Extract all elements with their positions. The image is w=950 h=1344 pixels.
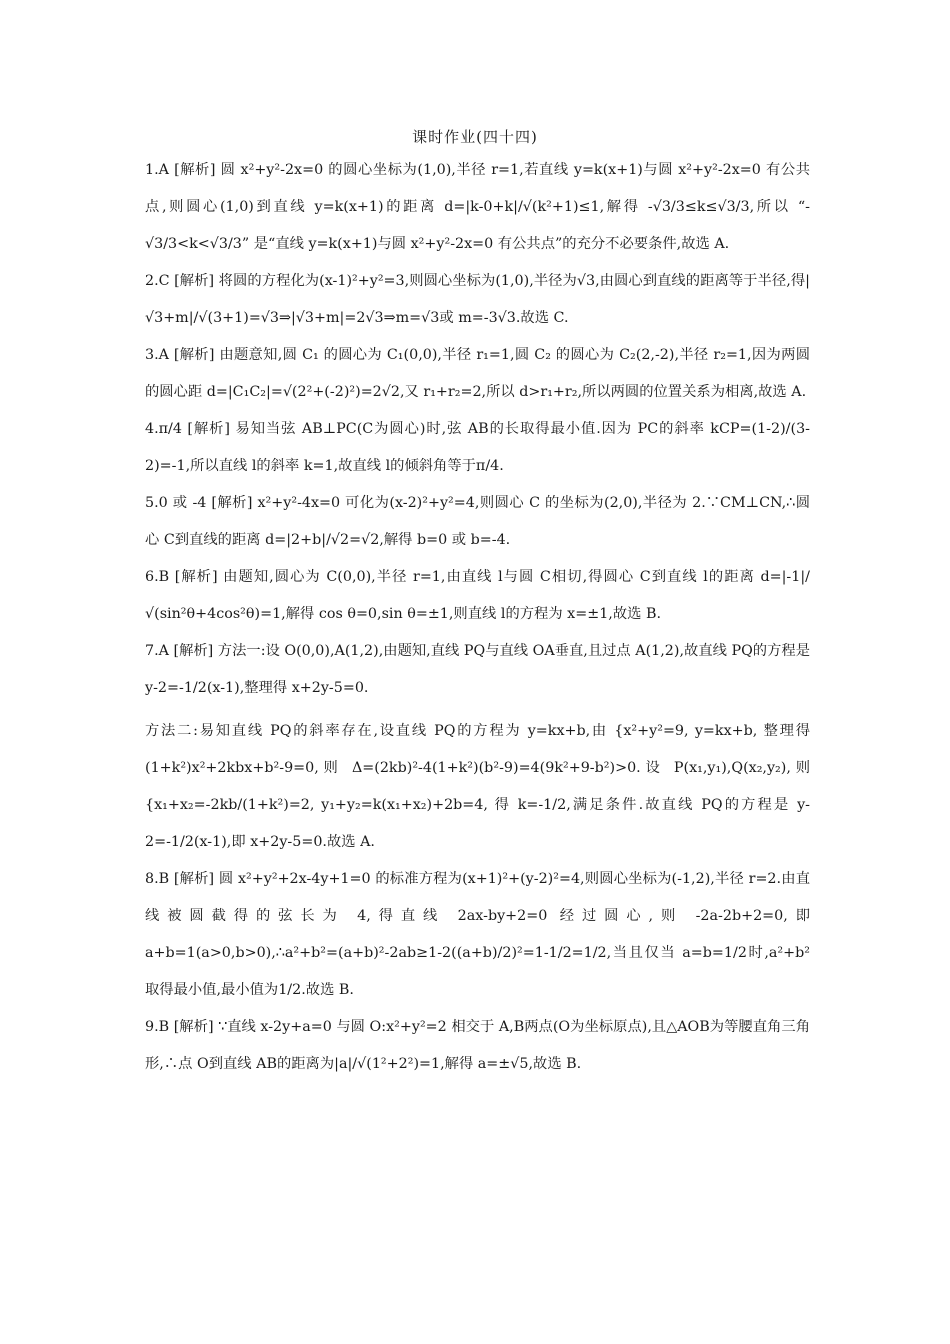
answer-6: 6.B [解析] 由题知,圆心为 C(0,0),半径 r=1,由直线 l与圆 C相切,得圆心 C到直线 l的距离 d=|-1|/√(sin²θ+4cos²θ)=1,解得 cos θ=0,sin θ=±1,则直线 l的方程为 x=±1,故选 B. [145,569,810,622]
page-title: 课时作业(四十四) [412,128,538,146]
answer-9: 9.B [解析] ∵直线 x-2y+a=0 与圆 O:x²+y²=2 相交于 A,B两点(O为坐标原点),且△AOB为等腰直角三角形,∴点 O到直线 AB的距离为|a|/√(1²+2²)=1,解得 a=±√5,故选 B. [145,1019,810,1072]
answer-7: 7.A [解析] 方法一:设 O(0,0),A(1,2),由题知,直线 PQ与直线 OA垂直,且过点 A(1,2),故直线 PQ的方程是 y-2=-1/2(x-1),整理得 x+2y-5=0. [145,643,810,696]
answer-3: 3.A [解析] 由题意知,圆 C₁ 的圆心为 C₁(0,0),半径 r₁=1,圆 C₂ 的圆心为 C₂(2,-2),半径 r₂=1,因为两圆的圆心距 d=|C₁C₂|=√(2²+(-2)²)=2√2,又 r₁+r₂=2,所以 d>r₁+r₂,所以两圆的位置关系为相离,故选 A. [145,347,810,400]
answer-list [145,152,810,1083]
answer-5: 5.0 或 -4 [解析] x²+y²-4x=0 可化为(x-2)²+y²=4,则圆心 C 的坐标为(2,0),半径为 2.∵CM⊥CN,∴圆心 C到直线的距离 d=|2+b|/√2=√2,解得 b=0 或 b=-4. [145,495,810,548]
answer-2: 2.C [解析] 将圆的方程化为(x-1)²+y²=3,则圆心坐标为(1,0),半径为√3,由圆心到直线的距离等于半径,得|√3+m|/√(3+1)=√3⇒|√3+m|=2√3⇒m=√3或 m=-3√3.故选 C. [145,273,810,326]
answer-4: 4.π/4 [解析] 易知当弦 AB⊥PC(C为圆心)时,弦 AB的长取得最小值.因为 PC的斜率 kCP=(1-2)/(3-2)=-1,所以直线 l的斜率 k=1,故直线 l的倾斜角等于π/4. [145,421,810,474]
answer-1: 1.A [解析] 圆 x²+y²-2x=0 的圆心坐标为(1,0),半径 r=1,若直线 y=k(x+1)与圆 x²+y²-2x=0 有公共点,则圆心(1,0)到直线 y=k(x+1)的距离 d=|k-0+k|/√(k²+1)≤1,解得 -√3/3≤k≤√3/3,所以 “-√3/3<k<√3/3” 是“直线 y=k(x+1)与圆 x²+y²-2x=0 有公共点”的充分不必要条件,故选 A. [145,162,810,252]
answer-8: 8.B [解析] 圆 x²+y²+2x-4y+1=0 的标准方程为(x+1)²+(y-2)²=4,则圆心坐标为(-1,2),半径 r=2.由直线被圆截得的弦长为 4,得直线 2ax-by+2=0 经过圆心,则 -2a-2b+2=0,即 a+b=1(a>0,b>0),∴a²+b²=(a+b)²-2ab≥1-2((a+b)/2)²=1-1/2=1/2,当且仅当 a=b=1/2时,a²+b²取得最小值,最小值为1/2.故选 B. [145,871,810,998]
answer-7-method-2: 方法二:易知直线 PQ的斜率存在,设直线 PQ的方程为 y=kx+b,由 {x²+y²=9, y=kx+b, 整理得 (1+k²)x²+2kbx+b²-9=0,则 Δ=(2kb)²-4(1+k²)(b²-9)=4(9k²+9-b²)>0.设 P(x₁,y₁),Q(x₂,y₂),则 {x₁+x₂=-2kb/(1+k²)=2, y₁+y₂=k(x₁+x₂)+2b=4, 得 k=-1/2,满足条件.故直线 PQ的方程是 y-2=-1/2(x-1),即 x+2y-5=0.故选 A. [145,723,810,850]
